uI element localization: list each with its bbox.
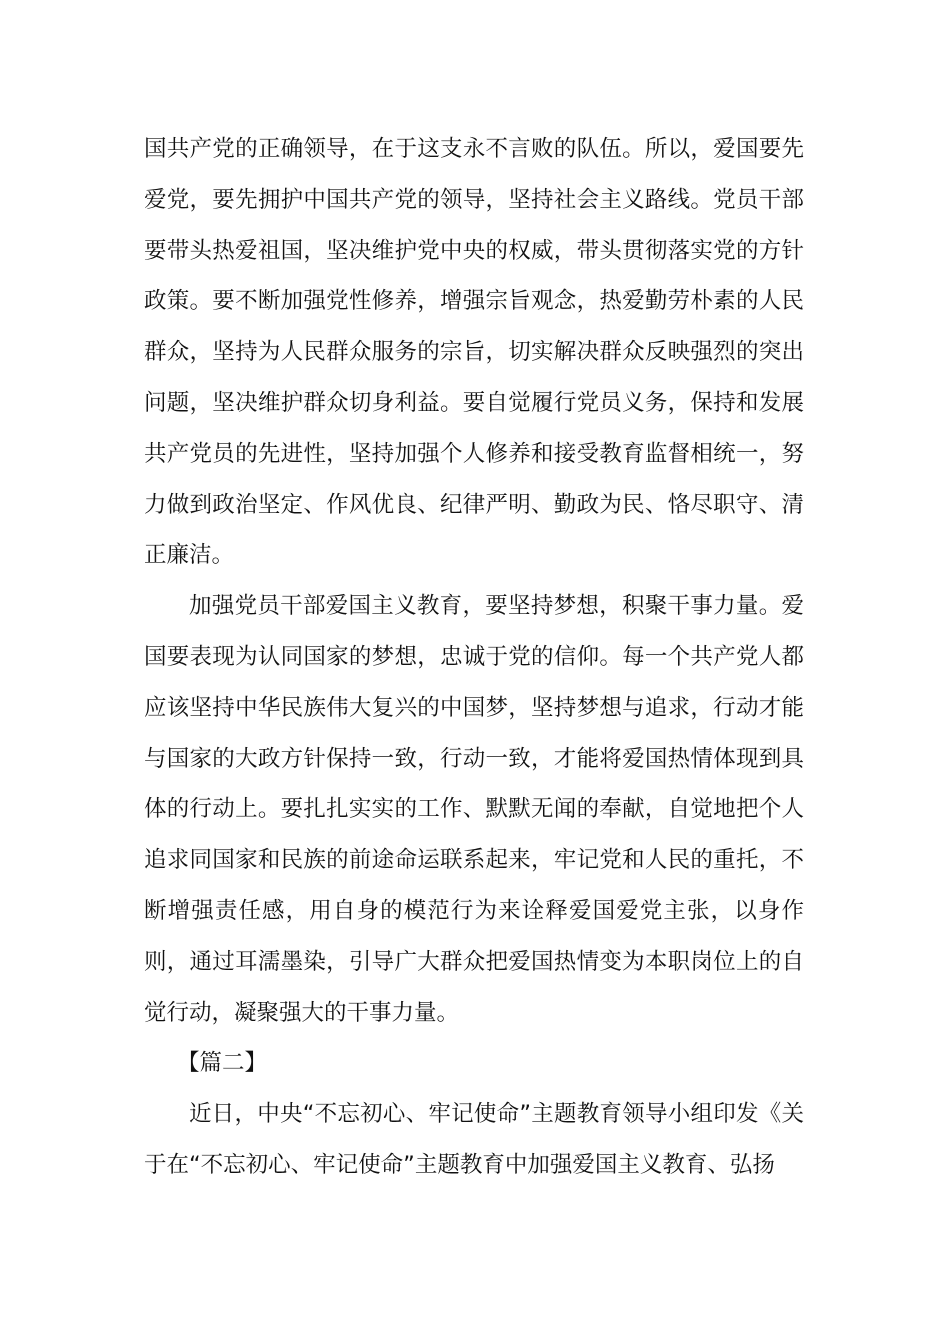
body-paragraph-3: 近日，中央“不忘初心、牢记使命”主题教育领导小组印发《关于在“不忘初心、牢记使命”主题教育中加强爱国主义教育、弘扬 [144,1101,804,1178]
body-paragraph-2: 加强党员干部爱国主义教育，要坚持梦想，积聚干事力量。爱国要表现为认同国家的梦想，忠诚于党的信仰。每一个共产党人都应该坚持中华民族伟大复兴的中国梦，坚持梦想与追求，行动才能与国家的大政方针保持一致，行动一致，才能将爱国热情体现到具体的行动上。要扎扎实实的工作、默默无闻的奉献，自觉地把个人追求同国家和民族的前途命运联系起来，牢记党和人民的重托，不断增强责任感，用自身的模范行为来诠释爱国爱党主张，以身作则，通过耳濡墨染，引导广大群众把爱国热情变为本职岗位上的自觉行动，凝聚强大的干事力量。 [144,593,804,1026]
document-body [144,124,804,1191]
body-paragraph-1: 国共产党的正确领导，在于这支永不言败的队伍。所以，爱国要先爱党，要先拥护中国共产党的领导，坚持社会主义路线。党员干部要带头热爱祖国，坚决维护党中央的权威，带头贯彻落实党的方针政策。要不断加强党性修养，增强宗旨观念，热爱勤劳朴素的人民群众，坚持为人民群众服务的宗旨，切实解决群众反映强烈的突出问题，坚决维护群众切身利益。要自觉履行党员义务，保持和发展共产党员的先进性，坚持加强个人修养和接受教育监督相统一，努力做到政治坚定、作风优良、纪律严明、勤政为民、恪尽职守、清正廉洁。 [144,136,804,569]
section-heading: 【篇二】 [177,1050,268,1077]
